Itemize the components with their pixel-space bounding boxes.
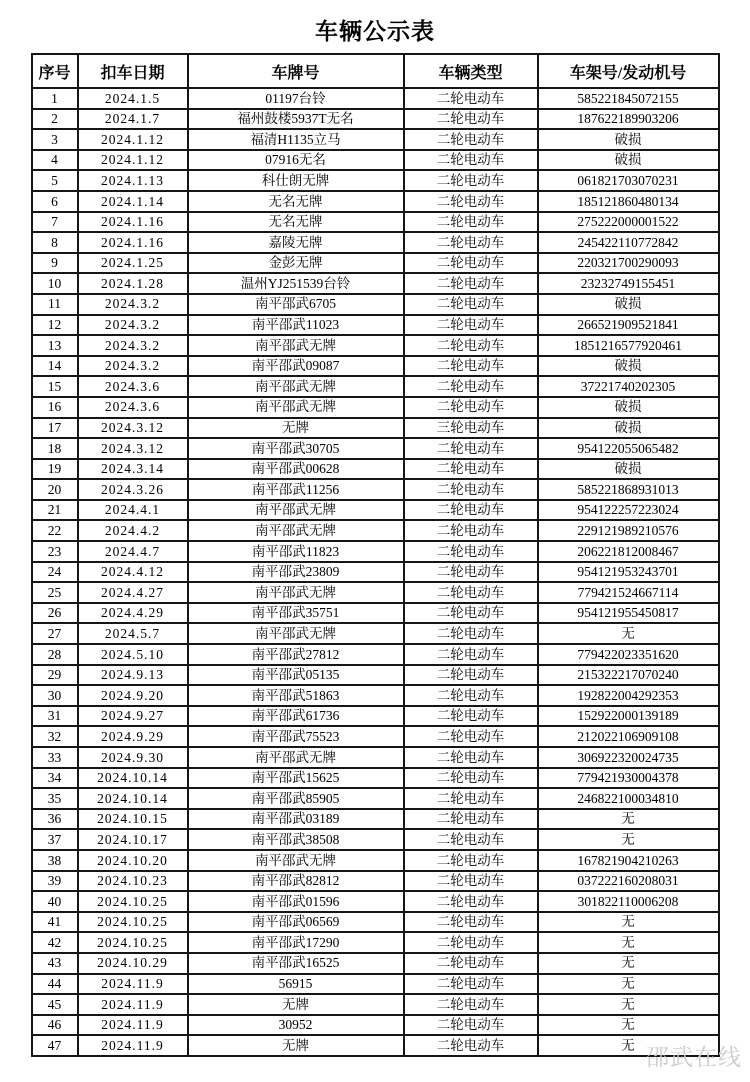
cell-plate: 南平邵武00628 [188,459,404,480]
cell-frame: 无 [538,829,719,850]
cell-date: 2024.3.12 [78,418,188,439]
cell-plate: 南平邵武01596 [188,891,404,912]
cell-no: 26 [32,603,78,624]
cell-frame: 185121860480134 [538,191,719,212]
cell-date: 2024.9.29 [78,726,188,747]
cell-no: 47 [32,1035,78,1056]
table-row [32,665,719,686]
cell-frame: 061821703070231 [538,170,719,191]
cell-type: 二轮电动车 [404,294,538,315]
table-row [32,397,719,418]
cell-frame: 破损 [538,294,719,315]
cell-no: 46 [32,1015,78,1036]
cell-date: 2024.5.7 [78,623,188,644]
cell-type: 二轮电动车 [404,871,538,892]
cell-plate: 南平邵武85905 [188,788,404,809]
table-row [32,1035,719,1056]
cell-date: 2024.10.14 [78,788,188,809]
cell-frame: 229121989210576 [538,520,719,541]
table-row [32,541,719,562]
cell-type: 二轮电动车 [404,726,538,747]
cell-type: 二轮电动车 [404,809,538,830]
cell-type: 二轮电动车 [404,232,538,253]
cell-plate: 无牌 [188,418,404,439]
cell-no: 9 [32,253,78,274]
cell-date: 2024.4.2 [78,520,188,541]
cell-no: 16 [32,397,78,418]
cell-date: 2024.5.10 [78,644,188,665]
table-row [32,788,719,809]
cell-frame: 206221812008467 [538,541,719,562]
cell-frame: 152922000139189 [538,706,719,727]
vehicle-table [31,53,720,1057]
cell-frame: 无 [538,1035,719,1056]
cell-frame: 954121955450817 [538,603,719,624]
cell-frame: 037222160208031 [538,871,719,892]
cell-plate: 南平邵武38508 [188,829,404,850]
table-row [32,459,719,480]
cell-no: 25 [32,582,78,603]
cell-date: 2024.1.12 [78,150,188,171]
cell-type: 二轮电动车 [404,129,538,150]
cell-date: 2024.10.25 [78,932,188,953]
cell-frame: 275222000001522 [538,212,719,233]
cell-no: 34 [32,768,78,789]
cell-frame: 266521909521841 [538,315,719,336]
cell-date: 2024.11.9 [78,974,188,995]
cell-no: 13 [32,335,78,356]
table-row [32,150,719,171]
cell-date: 2024.11.9 [78,1035,188,1056]
cell-date: 2024.1.25 [78,253,188,274]
cell-frame: 779422023351620 [538,644,719,665]
table-row [32,129,719,150]
cell-plate: 南平邵武11023 [188,315,404,336]
cell-type: 二轮电动车 [404,788,538,809]
cell-no: 39 [32,871,78,892]
cell-plate: 无牌 [188,1035,404,1056]
cell-date: 2024.4.12 [78,562,188,583]
table-row [32,479,719,500]
cell-type: 二轮电动车 [404,170,538,191]
cell-type: 二轮电动车 [404,706,538,727]
table-row [32,109,719,130]
cell-no: 40 [32,891,78,912]
table-row [32,88,719,109]
cell-plate: 南平邵武75523 [188,726,404,747]
cell-plate: 南平邵武30705 [188,438,404,459]
cell-no: 8 [32,232,78,253]
table-row [32,335,719,356]
cell-type: 二轮电动车 [404,953,538,974]
column-header-type: 车辆类型 [404,54,538,88]
cell-plate: 嘉陵无牌 [188,232,404,253]
cell-plate: 南平邵武无牌 [188,500,404,521]
cell-type: 二轮电动车 [404,1035,538,1056]
cell-no: 42 [32,932,78,953]
cell-date: 2024.1.28 [78,273,188,294]
cell-plate: 30952 [188,1015,404,1036]
cell-no: 20 [32,479,78,500]
cell-type: 二轮电动车 [404,891,538,912]
cell-plate: 南平邵武无牌 [188,582,404,603]
column-header-frame: 车架号/发动机号 [538,54,719,88]
cell-plate: 南平邵武无牌 [188,520,404,541]
cell-frame: 无 [538,1015,719,1036]
cell-plate: 福州鼓楼5937T无名 [188,109,404,130]
cell-no: 31 [32,706,78,727]
cell-plate: 南平邵武无牌 [188,335,404,356]
cell-date: 2024.9.27 [78,706,188,727]
cell-plate: 金彭无牌 [188,253,404,274]
cell-no: 37 [32,829,78,850]
cell-type: 二轮电动车 [404,356,538,377]
cell-plate: 南平邵武23809 [188,562,404,583]
cell-date: 2024.4.1 [78,500,188,521]
cell-type: 二轮电动车 [404,315,538,336]
cell-frame: 破损 [538,459,719,480]
cell-no: 3 [32,129,78,150]
cell-no: 14 [32,356,78,377]
table-row [32,850,719,871]
cell-date: 2024.1.7 [78,109,188,130]
cell-frame: 无 [538,932,719,953]
cell-no: 11 [32,294,78,315]
cell-type: 二轮电动车 [404,932,538,953]
table-row [32,500,719,521]
cell-plate: 南平邵武11256 [188,479,404,500]
cell-frame: 破损 [538,356,719,377]
table-row [32,747,719,768]
cell-frame: 779421524667114 [538,582,719,603]
cell-date: 2024.10.23 [78,871,188,892]
table-header [32,54,719,88]
cell-frame: 37221740202305 [538,376,719,397]
cell-no: 45 [32,994,78,1015]
cell-date: 2024.10.25 [78,912,188,933]
cell-frame: 1851216577920461 [538,335,719,356]
table-row [32,438,719,459]
table-row [32,809,719,830]
cell-plate: 南平邵武61736 [188,706,404,727]
watermark: 邵武在线 [646,1045,742,1070]
column-header-no: 序号 [32,54,78,88]
cell-frame: 585221868931013 [538,479,719,500]
cell-plate: 无名无牌 [188,212,404,233]
cell-no: 24 [32,562,78,583]
table-row [32,912,719,933]
cell-plate: 南平邵武无牌 [188,397,404,418]
table-row [32,582,719,603]
cell-frame: 954122055065482 [538,438,719,459]
cell-type: 二轮电动车 [404,438,538,459]
cell-plate: 温州YJ251539台铃 [188,273,404,294]
cell-plate: 无名无牌 [188,191,404,212]
cell-no: 38 [32,850,78,871]
cell-plate: 南平邵武82812 [188,871,404,892]
cell-frame: 212022106909108 [538,726,719,747]
table-row [32,829,719,850]
cell-frame: 无 [538,809,719,830]
cell-no: 15 [32,376,78,397]
table-row [32,685,719,706]
cell-plate: 南平邵武17290 [188,932,404,953]
cell-type: 二轮电动车 [404,582,538,603]
cell-plate: 南平邵武27812 [188,644,404,665]
cell-no: 19 [32,459,78,480]
cell-plate: 南平邵武无牌 [188,376,404,397]
table-row [32,871,719,892]
cell-date: 2024.1.16 [78,212,188,233]
table-row [32,520,719,541]
cell-plate: 南平邵武无牌 [188,623,404,644]
cell-frame: 245422110772842 [538,232,719,253]
cell-type: 二轮电动车 [404,335,538,356]
cell-frame: 585221845072155 [538,88,719,109]
cell-type: 二轮电动车 [404,191,538,212]
cell-plate: 南平邵武03189 [188,809,404,830]
cell-no: 1 [32,88,78,109]
cell-frame: 192822004292353 [538,685,719,706]
cell-frame: 301822110006208 [538,891,719,912]
table-row [32,376,719,397]
cell-type: 二轮电动车 [404,500,538,521]
cell-frame: 无 [538,912,719,933]
page-title: 车辆公示表 [315,19,435,44]
cell-no: 29 [32,665,78,686]
cell-type: 二轮电动车 [404,850,538,871]
cell-frame: 23232749155451 [538,273,719,294]
cell-type: 二轮电动车 [404,273,538,294]
cell-frame: 无 [538,623,719,644]
cell-date: 2024.3.6 [78,397,188,418]
cell-date: 2024.4.29 [78,603,188,624]
table-row [32,418,719,439]
cell-type: 二轮电动车 [404,520,538,541]
cell-plate: 福清H1135立马 [188,129,404,150]
cell-plate: 科仕朗无牌 [188,170,404,191]
cell-no: 2 [32,109,78,130]
table-row [32,273,719,294]
cell-frame: 779421930004378 [538,768,719,789]
cell-plate: 南平邵武6705 [188,294,404,315]
cell-plate: 南平邵武06569 [188,912,404,933]
cell-date: 2024.10.25 [78,891,188,912]
cell-date: 2024.10.14 [78,768,188,789]
cell-date: 2024.1.16 [78,232,188,253]
cell-type: 二轮电动车 [404,109,538,130]
cell-plate: 无牌 [188,994,404,1015]
cell-frame: 954121953243701 [538,562,719,583]
table-body [32,88,719,1056]
cell-type: 三轮电动车 [404,418,538,439]
cell-type: 二轮电动车 [404,829,538,850]
table-row [32,706,719,727]
cell-no: 32 [32,726,78,747]
cell-type: 二轮电动车 [404,685,538,706]
cell-type: 二轮电动车 [404,562,538,583]
cell-plate: 南平邵武51863 [188,685,404,706]
cell-date: 2024.3.2 [78,335,188,356]
cell-no: 36 [32,809,78,830]
cell-frame: 187622189903206 [538,109,719,130]
table-row [32,232,719,253]
cell-frame: 220321700290093 [538,253,719,274]
cell-plate: 01197台铃 [188,88,404,109]
cell-no: 21 [32,500,78,521]
table-row [32,212,719,233]
table-row [32,932,719,953]
cell-frame: 破损 [538,129,719,150]
cell-type: 二轮电动车 [404,603,538,624]
cell-type: 二轮电动车 [404,253,538,274]
cell-no: 44 [32,974,78,995]
cell-no: 12 [32,315,78,336]
cell-date: 2024.3.2 [78,356,188,377]
cell-date: 2024.11.9 [78,994,188,1015]
cell-plate: 07916无名 [188,150,404,171]
cell-date: 2024.4.27 [78,582,188,603]
cell-frame: 167821904210263 [538,850,719,871]
cell-no: 18 [32,438,78,459]
cell-type: 二轮电动车 [404,212,538,233]
cell-date: 2024.4.7 [78,541,188,562]
cell-plate: 南平邵武35751 [188,603,404,624]
cell-type: 二轮电动车 [404,665,538,686]
cell-no: 23 [32,541,78,562]
cell-plate: 56915 [188,974,404,995]
cell-no: 41 [32,912,78,933]
cell-date: 2024.1.13 [78,170,188,191]
cell-no: 17 [32,418,78,439]
cell-type: 二轮电动车 [404,541,538,562]
table-row [32,356,719,377]
cell-type: 二轮电动车 [404,1015,538,1036]
table-row [32,974,719,995]
cell-date: 2024.1.5 [78,88,188,109]
cell-plate: 南平邵武09087 [188,356,404,377]
cell-plate: 南平邵武无牌 [188,747,404,768]
cell-no: 6 [32,191,78,212]
table-row [32,315,719,336]
table-row [32,891,719,912]
cell-frame: 215322217070240 [538,665,719,686]
cell-date: 2024.3.2 [78,315,188,336]
cell-type: 二轮电动车 [404,768,538,789]
cell-date: 2024.10.15 [78,809,188,830]
table-row [32,170,719,191]
cell-date: 2024.10.17 [78,829,188,850]
cell-frame: 破损 [538,418,719,439]
cell-frame: 无 [538,994,719,1015]
table-row [32,994,719,1015]
cell-date: 2024.3.6 [78,376,188,397]
cell-type: 二轮电动车 [404,459,538,480]
cell-date: 2024.9.30 [78,747,188,768]
cell-frame: 954122257223024 [538,500,719,521]
cell-frame: 无 [538,953,719,974]
cell-frame: 无 [538,974,719,995]
cell-type: 二轮电动车 [404,376,538,397]
cell-no: 7 [32,212,78,233]
cell-type: 二轮电动车 [404,397,538,418]
cell-no: 27 [32,623,78,644]
table-row [32,768,719,789]
cell-type: 二轮电动车 [404,479,538,500]
cell-no: 10 [32,273,78,294]
cell-no: 28 [32,644,78,665]
table-row [32,953,719,974]
cell-date: 2024.10.20 [78,850,188,871]
table-row [32,644,719,665]
cell-plate: 南平邵武15625 [188,768,404,789]
cell-date: 2024.1.12 [78,129,188,150]
cell-type: 二轮电动车 [404,912,538,933]
cell-plate: 南平邵武11823 [188,541,404,562]
cell-date: 2024.3.2 [78,294,188,315]
cell-no: 4 [32,150,78,171]
cell-frame: 破损 [538,150,719,171]
table-row [32,603,719,624]
cell-date: 2024.11.9 [78,1015,188,1036]
cell-no: 22 [32,520,78,541]
cell-type: 二轮电动车 [404,150,538,171]
table-row [32,191,719,212]
cell-plate: 南平邵武16525 [188,953,404,974]
cell-frame: 306922320024735 [538,747,719,768]
cell-date: 2024.9.20 [78,685,188,706]
table-row [32,562,719,583]
table-row [32,623,719,644]
cell-type: 二轮电动车 [404,747,538,768]
table-row [32,1015,719,1036]
table-row [32,253,719,274]
table-row [32,726,719,747]
table-row [32,294,719,315]
cell-date: 2024.10.29 [78,953,188,974]
cell-date: 2024.1.14 [78,191,188,212]
cell-no: 35 [32,788,78,809]
cell-no: 33 [32,747,78,768]
cell-frame: 246822100034810 [538,788,719,809]
cell-no: 43 [32,953,78,974]
cell-plate: 南平邵武无牌 [188,850,404,871]
cell-date: 2024.3.26 [78,479,188,500]
cell-date: 2024.9.13 [78,665,188,686]
column-header-plate: 车牌号 [188,54,404,88]
cell-no: 5 [32,170,78,191]
cell-type: 二轮电动车 [404,974,538,995]
cell-date: 2024.3.14 [78,459,188,480]
cell-date: 2024.3.12 [78,438,188,459]
cell-frame: 破损 [538,397,719,418]
cell-type: 二轮电动车 [404,644,538,665]
cell-plate: 南平邵武05135 [188,665,404,686]
cell-no: 30 [32,685,78,706]
cell-type: 二轮电动车 [404,88,538,109]
cell-type: 二轮电动车 [404,994,538,1015]
column-header-date: 扣车日期 [78,54,188,88]
header-row [32,54,719,88]
cell-type: 二轮电动车 [404,623,538,644]
